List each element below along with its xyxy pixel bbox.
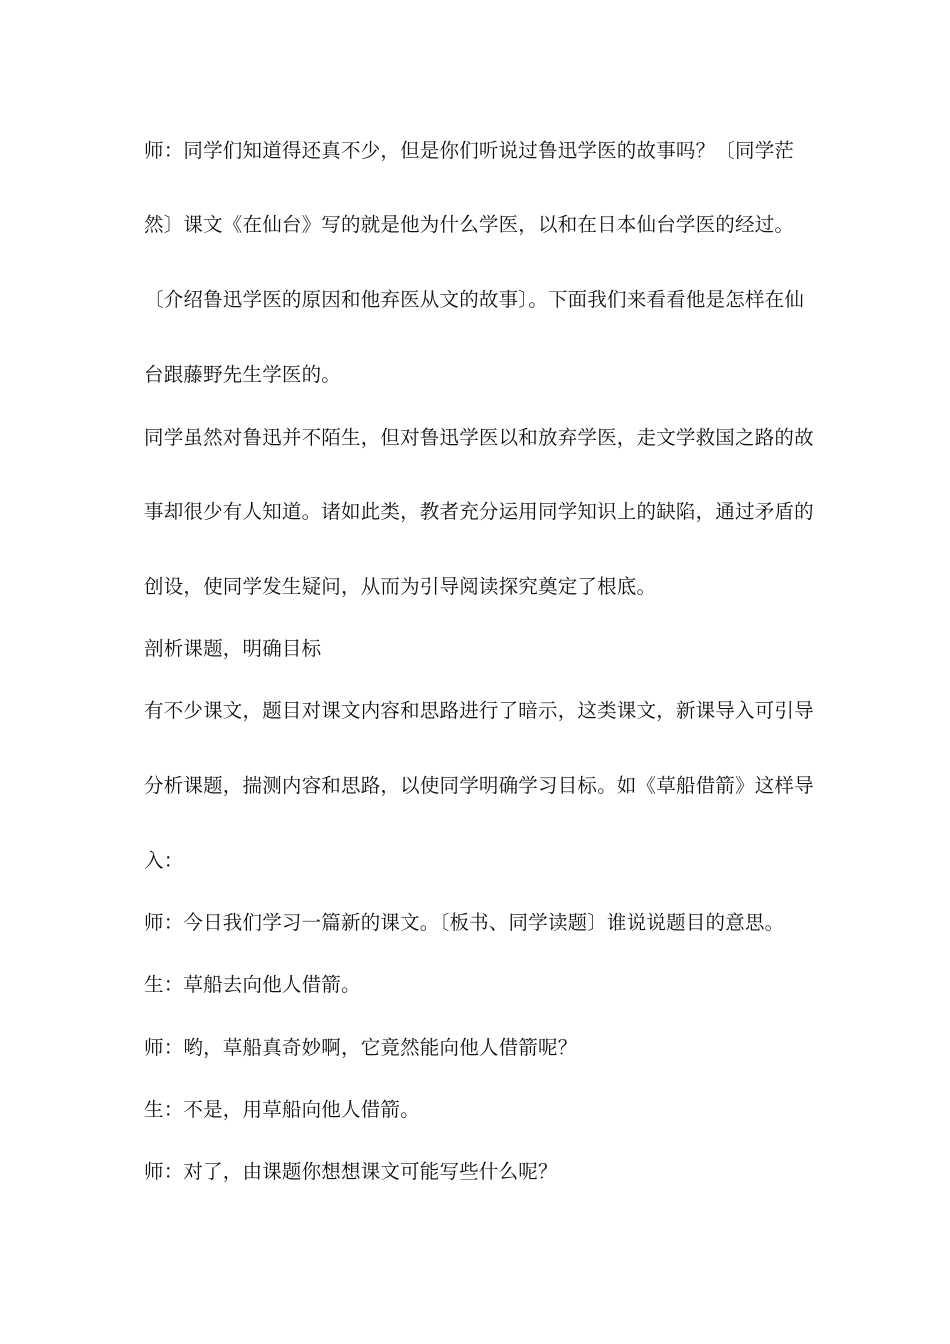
dialogue-line: 师：今日我们学习一篇新的课文。〔板书、同学读题〕谁说说题目的意思。 xyxy=(144,911,785,934)
paragraph-line: 台跟藤野先生学医的。 xyxy=(144,363,342,386)
paragraph-line: 同学虽然对鲁迅并不陌生，但对鲁迅学医以和放弃学医，走文学救国之路的故 xyxy=(144,426,814,449)
paragraph-line: 〔介绍鲁迅学医的原因和他弃医从文的故事〕。下面我们来看看他是怎样在仙 xyxy=(144,288,805,311)
paragraph-line: 师：同学们知道得还真不少，但是你们听说过鲁迅学医的故事吗？〔同学茫 xyxy=(144,139,795,162)
section-heading: 剖析课题，明确目标 xyxy=(144,637,322,660)
paragraph-line: 入： xyxy=(144,849,184,872)
paragraph-line: 有不少课文，题目对课文内容和思路进行了暗示，这类课文，新课导入可引导 xyxy=(144,699,814,722)
dialogue-line: 生：不是，用草船向他人借箭。 xyxy=(144,1098,420,1121)
paragraph-line: 然〕课文《在仙台》写的就是他为什么学医，以和在日本仙台学医的经过。 xyxy=(144,213,795,236)
paragraph-line: 创设，使同学发生疑问，从而为引导阅读探究奠定了根底。 xyxy=(144,575,657,598)
dialogue-line: 师：对了，由课题你想想课文可能写些什么呢？ xyxy=(144,1160,558,1183)
dialogue-line: 师：哟，草船真奇妙啊，它竟然能向他人借箭呢？ xyxy=(144,1036,578,1059)
paragraph-line: 事却很少有人知道。诸如此类，教者充分运用同学知识上的缺陷，通过矛盾的 xyxy=(144,500,814,523)
paragraph-line: 分析课题，揣测内容和思路，以使同学明确学习目标。如《草船借箭》这样导 xyxy=(144,774,814,797)
dialogue-line: 生：草船去向他人借箭。 xyxy=(144,973,361,996)
